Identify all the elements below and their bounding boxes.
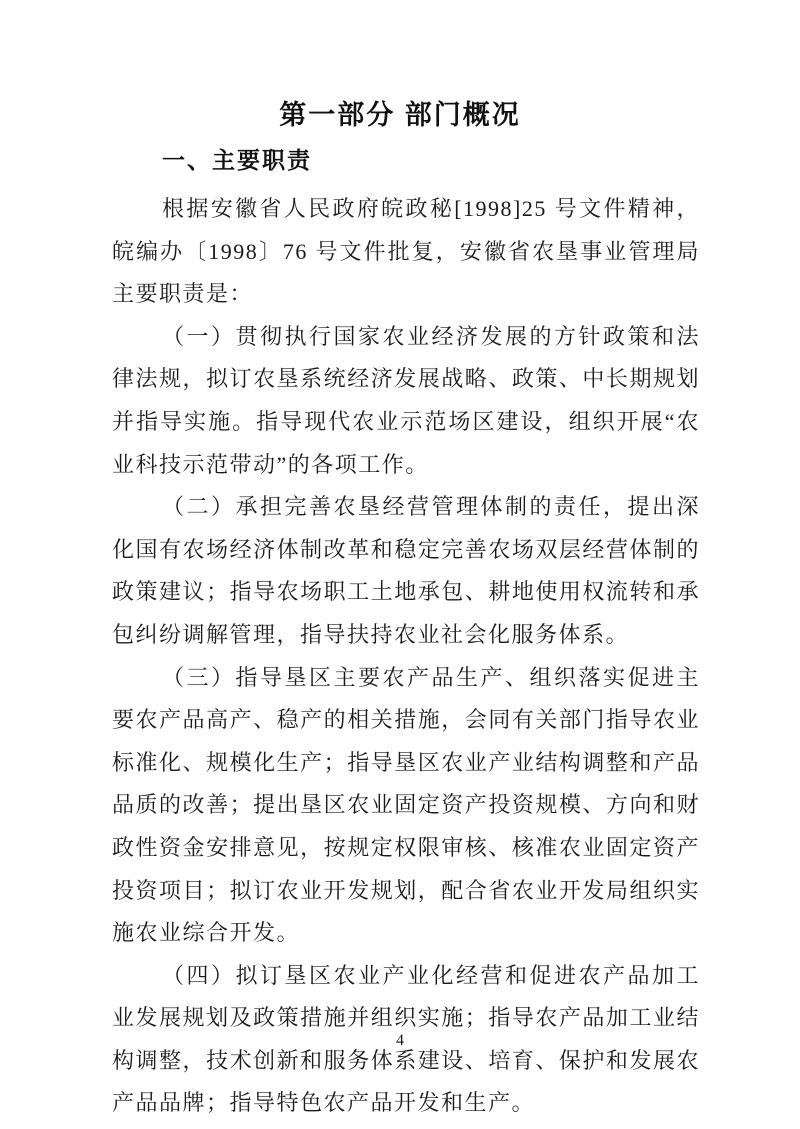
paragraph-duty-1: （一）贯彻执行国家农业经济发展的方针政策和法律法规，拟订农垦系统经济发展战略、政策、中长期规划并指导实施。指导现代农业示范场区建设，组织开展“农业科技示范带动”的各项工作。 bbox=[112, 323, 700, 477]
paragraph-duty-4: （四）拟订垦区农业产业化经营和促进农产品加工业发展规划及政策措施并组织实施；指导农产品加工业结构调整，技术创新和服务体系建设、培育、保护和发展农产品品牌；指导特色农产品开发和生产。 bbox=[112, 962, 700, 1116]
paragraph-list bbox=[112, 188, 700, 1125]
page-number: 4 bbox=[396, 1032, 404, 1049]
paragraph-duty-2: （二）承担完善农垦经营管理体制的责任，提出深化国有农场经济体制改革和稳定完善农场双层经营体制的政策建议；指导农场职工土地承包、耕地使用权流转和承包纠纷调解管理，指导扶持农业社会化服务体系。 bbox=[112, 494, 700, 647]
document-title: 第一部分 部门概况 bbox=[279, 100, 521, 130]
paragraph-intro: 根据安徽省人民政府皖政秘[1998]25 号文件精神，皖编办〔1998〕76 号文件批复，安徽省农垦事业管理局主要职责是： bbox=[112, 196, 700, 307]
section-heading: 一、主要职责 bbox=[162, 147, 312, 173]
document-body bbox=[112, 133, 700, 1125]
paragraph-duty-3: （三）指导垦区主要农产品生产、组织落实促进主要农产品高产、稳产的相关措施，会同有关部门指导农业标准化、规模化生产；指导垦区农业产业结构调整和产品品质的改善；提出垦区农业固定资产投资规模、方向和财政性资金安排意见，按规定权限审核、核准农业固定资产投资项目；拟订农业开发规划，配合省农业开发局组织实施农业综合开发。 bbox=[112, 664, 700, 946]
